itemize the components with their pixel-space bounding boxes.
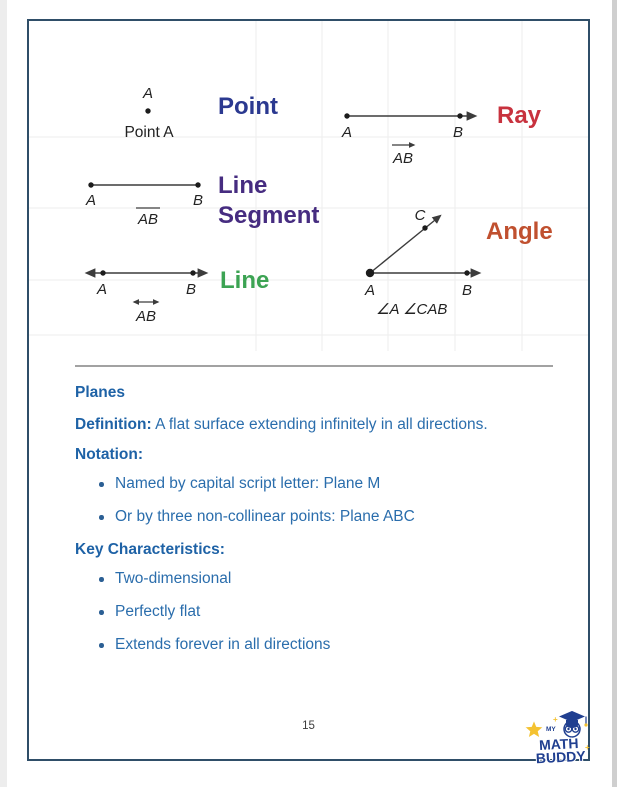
definition-paragraph	[75, 412, 520, 437]
angle-letter-c: C	[414, 207, 426, 224]
angle-letter-a: A	[364, 282, 376, 299]
sparkle-plus: +	[553, 715, 558, 724]
logo-math-text: MATH	[538, 734, 579, 754]
math-buddy-logo	[523, 707, 595, 767]
notation-list	[75, 474, 553, 527]
angle-label: Angle	[486, 218, 553, 245]
definition-label: Definition:	[75, 416, 152, 433]
line-letter-b: B	[185, 281, 197, 298]
line-label: Line	[220, 267, 270, 294]
ray-letter-b: B	[452, 124, 464, 141]
characteristics-list	[75, 569, 553, 655]
logo-buddy-text: BUDDY	[535, 747, 587, 767]
ray-label: Ray	[497, 102, 542, 129]
point-caption: Point A	[124, 124, 174, 141]
graduation-cap-icon	[558, 711, 588, 729]
point-label: Point	[218, 93, 278, 120]
notation-heading: Notation:	[75, 446, 144, 463]
angle-diagram	[364, 207, 479, 318]
segment-letter-b: B	[192, 192, 204, 209]
list-item: Two-dimensional	[99, 569, 553, 589]
segment-letter-a: A	[85, 192, 97, 209]
key-characteristics-heading: Key Characteristics:	[75, 541, 225, 558]
math-buddy-logo-art	[523, 707, 595, 767]
line-notation: AB	[135, 308, 157, 325]
geometry-diagrams-section	[29, 21, 588, 351]
list-item: Extends forever in all directions	[99, 635, 553, 655]
list-item: Named by capital script letter: Plane M	[99, 474, 553, 494]
left-page-gutter	[0, 0, 7, 787]
point-diagram	[124, 85, 174, 141]
segment-notation: AB	[137, 211, 159, 228]
point-letter-a: A	[142, 85, 154, 102]
line-diagram	[87, 270, 206, 325]
line-segment-label: Line Segment	[218, 172, 320, 229]
line-letter-a: A	[96, 281, 108, 298]
logo-my-text: MY	[546, 726, 556, 733]
definition-text: A flat surface extending infinitely in all directions.	[151, 416, 488, 433]
sparkle-plus: +	[585, 743, 590, 752]
section-divider	[75, 365, 553, 367]
point-dot	[145, 108, 150, 113]
worksheet-page	[27, 19, 590, 767]
planes-section	[75, 365, 553, 668]
ray-letter-a: A	[341, 124, 353, 141]
ray-notation: AB	[392, 150, 414, 167]
planes-heading: Planes	[75, 384, 125, 401]
star-icon	[525, 720, 544, 738]
list-item: Or by three non-collinear points: Plane ABC	[99, 507, 553, 527]
right-scrollbar-gutter[interactable]	[612, 0, 617, 787]
segment-diagram	[85, 182, 203, 228]
list-item: Perfectly flat	[99, 602, 553, 622]
page-number: 15	[302, 720, 315, 732]
angle-notation: ∠A ∠CAB	[376, 301, 448, 318]
angle-letter-b: B	[461, 282, 473, 299]
